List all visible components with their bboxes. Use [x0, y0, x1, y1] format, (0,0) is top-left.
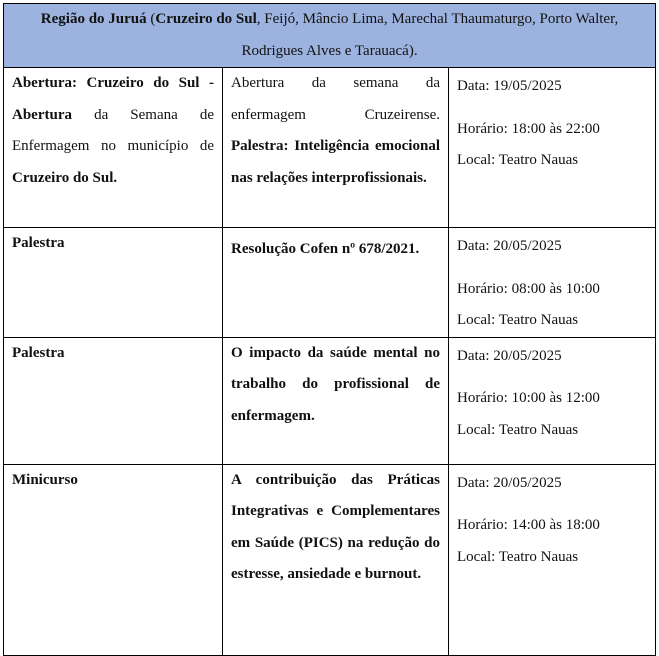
schedule-table: [3, 3, 656, 656]
event-description-cell: [223, 68, 449, 228]
table-row: [4, 68, 656, 228]
event-type-text: [12, 338, 214, 370]
event-type-cell: [4, 337, 223, 464]
bold-text-run: Minicurso: [12, 471, 78, 488]
text-run: Abertura da semana da enfermagem Cruzeirense.: [231, 75, 440, 123]
event-description-cell: [223, 464, 449, 655]
event-description-text: [231, 465, 440, 591]
event-description-text: [231, 338, 440, 433]
event-date: Data: 20/05/2025: [457, 238, 562, 254]
event-type-cell: [4, 68, 223, 228]
event-time: Horário: 18:00 às 22:00: [457, 120, 600, 137]
event-location: Local: Teatro Nauas: [457, 152, 579, 168]
event-location: Local: Teatro Nauas: [457, 421, 579, 438]
bold-text-run: Abertura: Cruzeiro do Sul - Abertura: [12, 75, 214, 123]
event-description-cell: [223, 337, 449, 464]
event-date: Data: 20/05/2025: [457, 474, 562, 491]
event-details-cell: [449, 464, 656, 655]
event-location: Local: Teatro Nauas: [457, 548, 579, 565]
bold-text-run: Cruzeiro do Sul.: [12, 169, 118, 186]
bold-text-run: O impacto da saúde mental no trabalho do profissional de enfermagem.: [231, 344, 440, 424]
bold-text-run: A contribuição das Práticas Integrativas e Complementares em Saúde (PICS) na redução do estresse, ansiedade e burnout.: [231, 471, 440, 582]
bold-text-run: Resolução Cofen nº 678/2021.: [231, 241, 420, 257]
region-header-row: [4, 4, 656, 68]
bold-text-run: Palestra: Inteligência emocional nas relações interprofissionais.: [231, 138, 440, 186]
event-date: Data: 19/05/2025: [457, 78, 562, 94]
event-date: Data: 20/05/2025: [457, 347, 562, 364]
region-name: Região do Juruá: [40, 11, 147, 27]
event-description-text: [231, 68, 440, 194]
table-row: [4, 228, 656, 338]
event-location: Local: Teatro Nauas: [457, 312, 579, 328]
event-description-cell: [223, 228, 449, 338]
region-city-list: , Feijó, Mâncio Lima, Marechal Thaumaturgo, Porto Walter, Rodrigues Alves e Tarauacá).: [241, 11, 619, 59]
event-time: Horário: 08:00 às 10:00: [457, 280, 600, 297]
event-type-text: [12, 228, 214, 260]
event-type-text: [12, 68, 214, 194]
text-run: da Semana de Enfermagem no município de: [12, 106, 214, 154]
bold-text-run: Palestra: [12, 344, 65, 361]
event-type-cell: [4, 228, 223, 338]
region-city-main: Cruzeiro do Sul: [155, 11, 257, 27]
event-details-cell: [449, 68, 656, 228]
event-type-cell: [4, 464, 223, 655]
bold-text-run: Palestra: [12, 235, 65, 251]
table-row: [4, 337, 656, 464]
event-description-text: [231, 234, 440, 266]
region-header-cell: [4, 4, 656, 68]
event-type-text: [12, 465, 214, 497]
event-details-cell: [449, 228, 656, 338]
event-time: Horário: 10:00 às 12:00: [457, 390, 600, 406]
event-time: Horário: 14:00 às 18:00: [457, 517, 600, 533]
table-row: [4, 464, 656, 655]
event-details-cell: [449, 337, 656, 464]
region-header-open-paren: (: [146, 11, 156, 27]
